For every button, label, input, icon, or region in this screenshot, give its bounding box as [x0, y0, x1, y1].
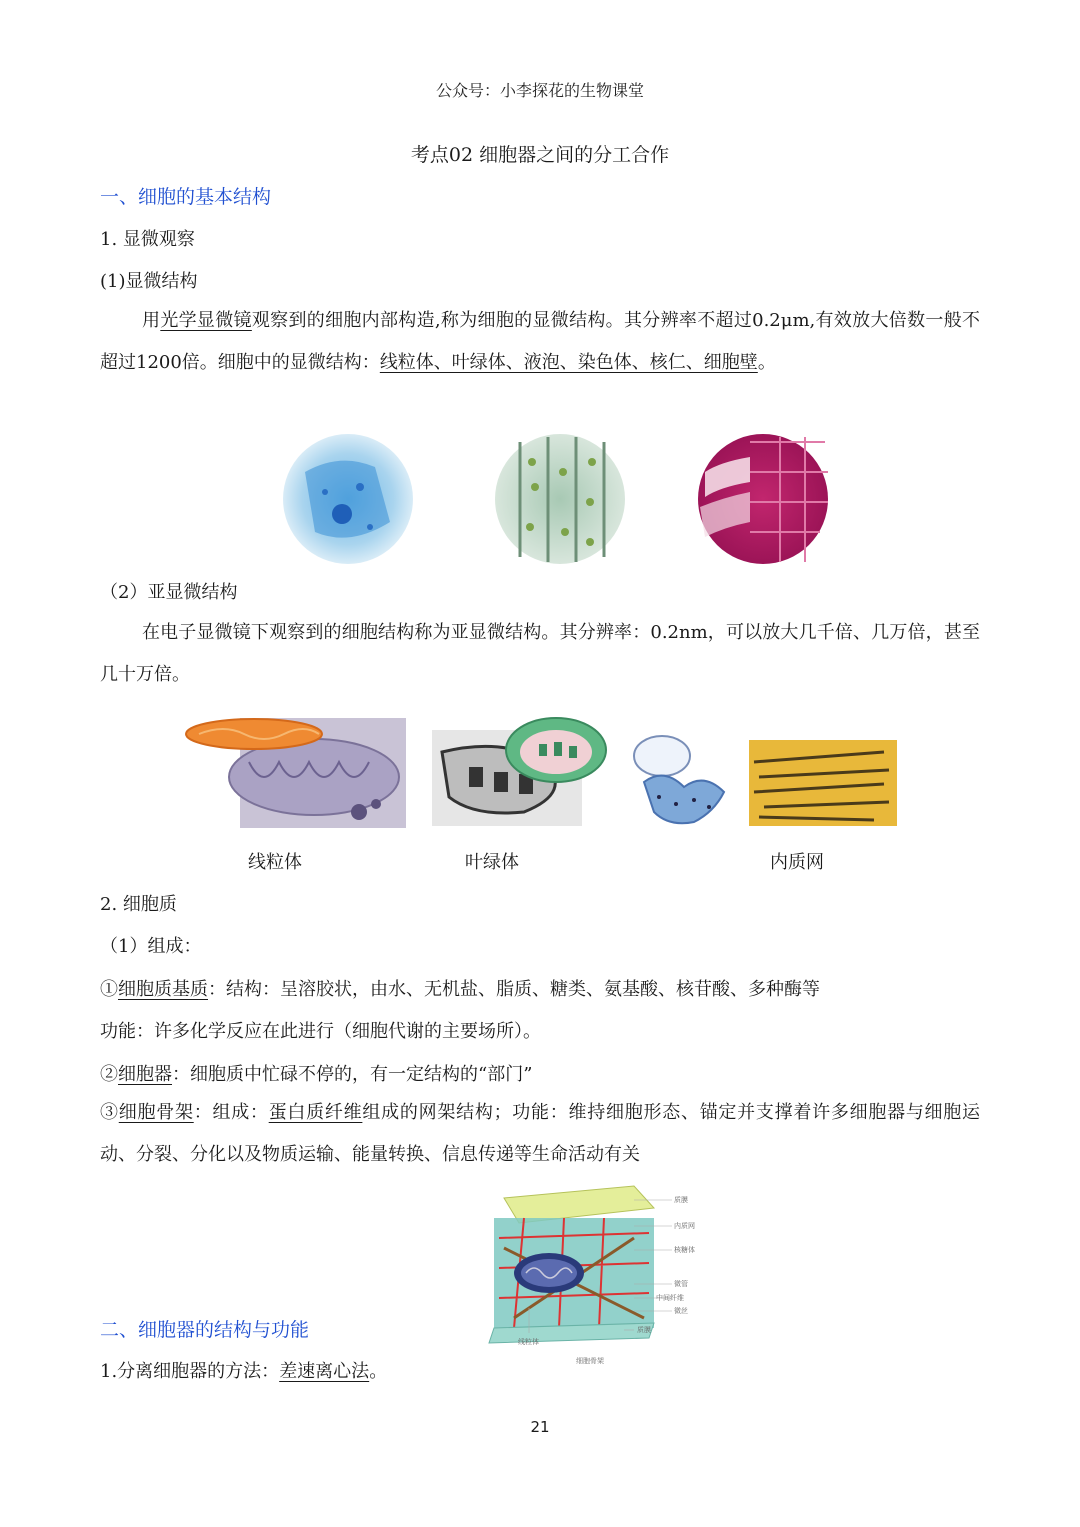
- text: 1.分离细胞器的方法：: [100, 1361, 280, 1382]
- page-header: 公众号：小李探花的生物课堂: [435, 81, 644, 100]
- line-cytoplasmic-matrix: [100, 975, 820, 1001]
- section-heading-1: 一、细胞的基本结构: [100, 186, 272, 208]
- page-number: 21: [530, 1418, 550, 1436]
- underlined-term-protein-fibers: 蛋白质纤维: [268, 1102, 363, 1123]
- text: ①: [100, 979, 118, 1000]
- text: ③: [100, 1102, 119, 1123]
- text: ：结构：呈溶胶状，由水、无机盐、脂质、糖类、氨基酸、核苷酸、多种酶等: [208, 979, 820, 1000]
- chloroplast-image: [432, 718, 606, 826]
- underlined-term-cytoskeleton: 细胞骨架: [118, 1102, 194, 1123]
- diagram-label-mitochondrion: 线粒体: [518, 1338, 539, 1346]
- text: ：细胞质中忙碌不停的，有一定结构的“部门”: [172, 1064, 533, 1085]
- electron-micrograph-row: [184, 712, 904, 832]
- endoplasmic-reticulum-image: [634, 736, 897, 826]
- diagram-label-plasma-membrane-top: 质膜: [674, 1196, 688, 1204]
- diagram-label-microfilament: 微丝: [674, 1307, 688, 1315]
- text: 用: [142, 310, 161, 331]
- line-organelles: [100, 1060, 532, 1086]
- caption-mitochondrion: 线粒体: [248, 852, 302, 873]
- paragraph-cytoskeleton: [100, 1092, 980, 1176]
- text: ：组成：: [193, 1102, 269, 1123]
- diagram-label-er: 内质网: [674, 1222, 695, 1230]
- paragraph-submicroscopic-structure: 在电子显微镜下观察到的细胞结构称为亚显微结构。其分辨率：0.2nm，可以放大几千倍、几万倍，甚至几十万倍。: [100, 622, 980, 685]
- text: 。: [369, 1361, 388, 1382]
- caption-chloroplast: 叶绿体: [465, 852, 519, 873]
- section-heading-2: 二、细胞器的结构与功能: [100, 1319, 310, 1341]
- text: 组成的网架结构；功能：维持细胞形态、锚定并支撑着许多细胞器与细胞运动、分裂、分化以及物质运输、能量转换、信息传递等生命活动有关: [100, 1102, 981, 1165]
- cytoskeleton-illustration: [489, 1186, 654, 1343]
- stained-cell-micrograph-image: [283, 434, 413, 564]
- underlined-term-structures: 线粒体、叶绿体、液泡、染色体、核仁、细胞壁: [379, 352, 758, 373]
- text: ②: [100, 1064, 118, 1085]
- leaf-cell-micrograph-image: [495, 434, 625, 564]
- diagram-label-plasma-membrane-bottom: 质膜: [637, 1326, 651, 1334]
- underlined-term-cytoplasmic-matrix: 细胞质基质: [118, 979, 208, 1000]
- mitochondrion-image: [186, 718, 406, 828]
- light-micrograph-row: [280, 432, 840, 567]
- line-differential-centrifugation: [100, 1357, 387, 1383]
- subheading-microscopic-structure: (1)显微结构: [100, 271, 198, 292]
- subheading-submicroscopic-structure: （2）亚显微结构: [100, 582, 238, 603]
- onion-epidermis-micrograph-image: [698, 434, 828, 564]
- diagram-label-intermediate-filament: 中间纤维: [656, 1294, 684, 1302]
- diagram-caption: 细胞骨架: [576, 1357, 604, 1365]
- line-matrix-function: 功能：许多化学反应在此进行（细胞代谢的主要场所）。: [100, 1021, 541, 1042]
- subheading-cytoplasm: 2. 细胞质: [100, 894, 177, 915]
- cytoskeleton-diagram: [484, 1178, 704, 1373]
- subheading-microscopy: 1. 显微观察: [100, 229, 195, 250]
- text: 观察到的细胞内部构造,称为细胞的显微结构。其分辨率不超过0.2μm,有效放大倍数一般不超过1200倍。细胞中的显微结构：: [100, 310, 980, 373]
- page-title: 考点02 细胞器之间的分工合作: [410, 144, 670, 166]
- underlined-term-organelles: 细胞器: [118, 1064, 172, 1085]
- text: 。: [757, 352, 776, 373]
- diagram-label-microtubule: 微管: [674, 1280, 688, 1288]
- underlined-term-light-microscope: 光学显微镜: [160, 310, 252, 331]
- diagram-label-ribosome: 核糖体: [674, 1246, 695, 1254]
- paragraph-microscopic-structure: [100, 300, 980, 384]
- subheading-composition: （1）组成：: [100, 936, 202, 957]
- caption-endoplasmic-reticulum: 内质网: [770, 852, 824, 873]
- underlined-term-differential-centrifugation: 差速离心法: [279, 1361, 370, 1382]
